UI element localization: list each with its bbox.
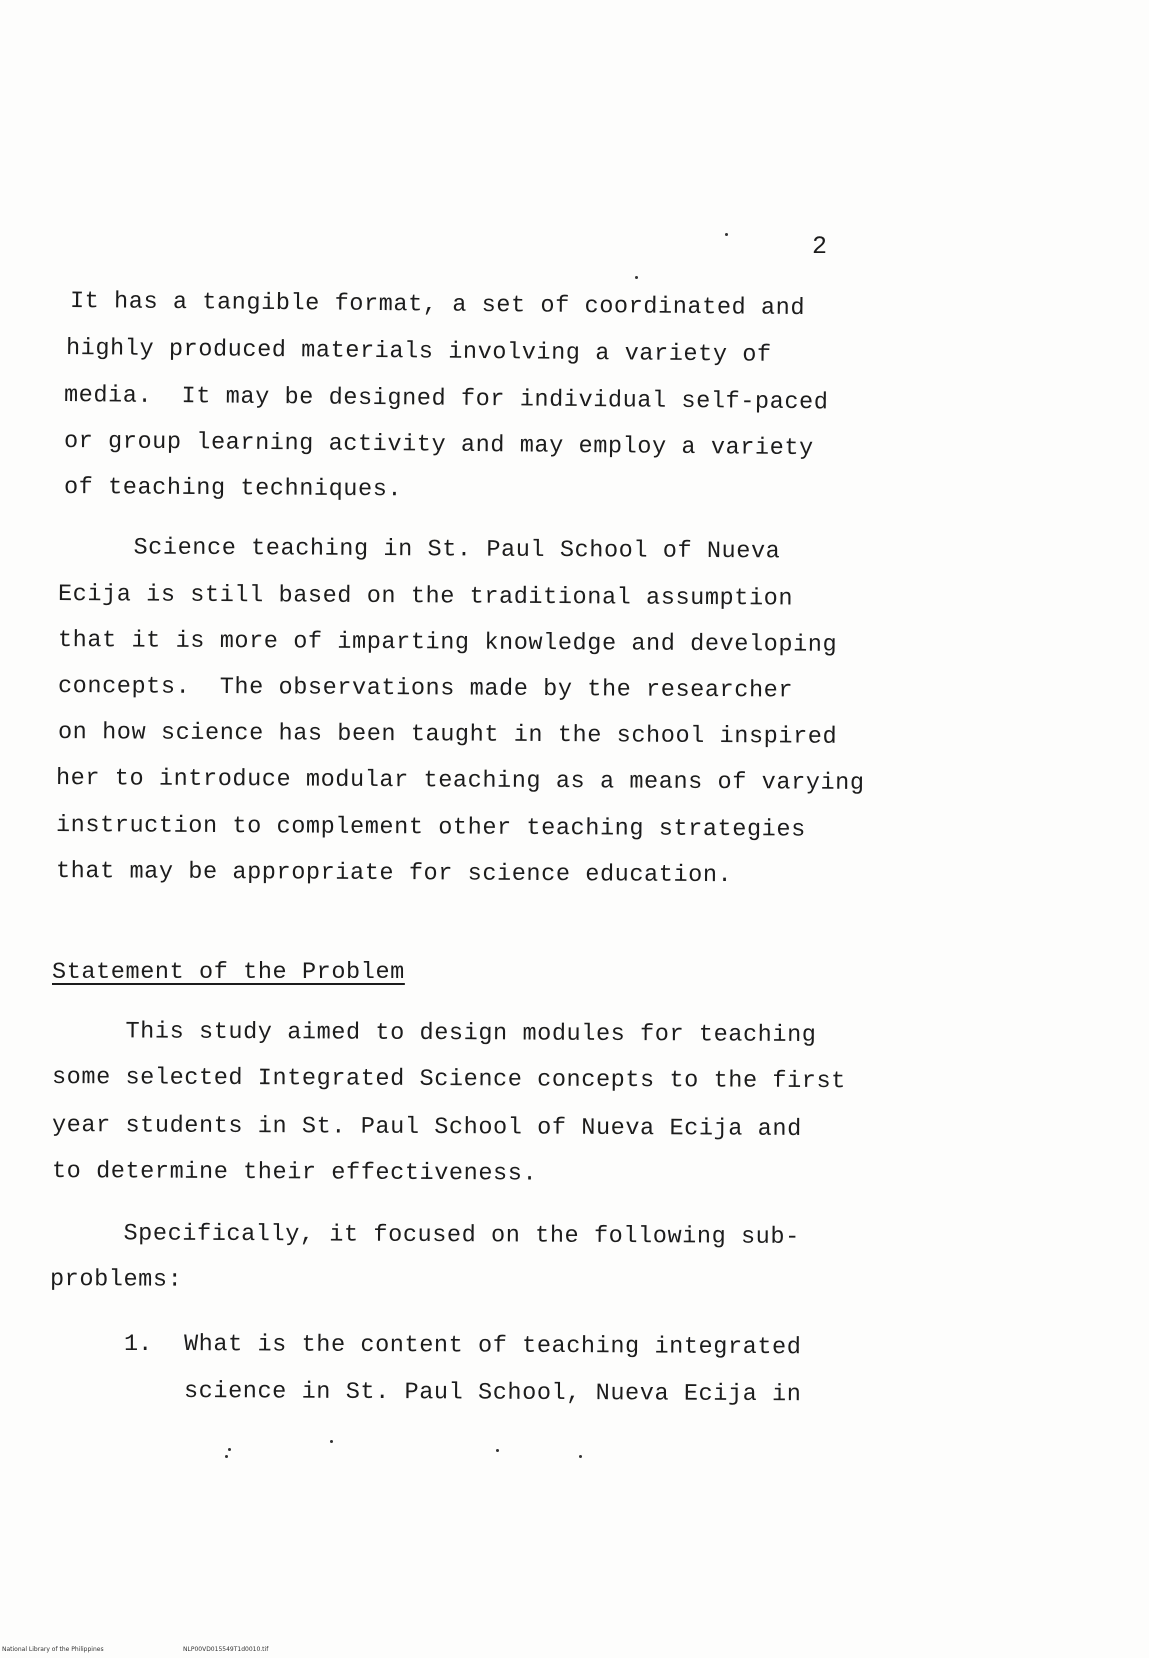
paragraph-3-line: year students in St. Paul School of Nueva Ecija and	[51, 1112, 802, 1143]
scan-speck	[330, 1440, 333, 1443]
paragraph-2-line: that it is more of imparting knowledge and developing	[57, 627, 838, 659]
scan-speck	[225, 1455, 228, 1458]
list-item-line: science in St. Paul School, Nueva Ecija in	[183, 1378, 802, 1409]
footer-filename: NLP00VD015549T1d0010.tif	[183, 1646, 269, 1653]
paragraph-2-line: on how science has been taught in the school inspired	[57, 719, 838, 751]
footer-source: National Library of the Philippines	[2, 1646, 104, 1653]
paragraph-1-line: of teaching techniques.	[63, 474, 403, 504]
paragraph-1-line: or group learning activity and may employ a variety	[63, 428, 814, 463]
paragraph-2-line: instruction to complement other teaching strategies	[55, 812, 806, 844]
paragraph-1-line: media. It may be designed for individual self-paced	[63, 382, 829, 417]
page-number: 2	[812, 232, 828, 261]
paragraph-3-line: to determine their effectiveness.	[51, 1158, 538, 1188]
list-item-line: What is the content of teaching integrated	[183, 1331, 802, 1362]
paragraph-2-line: her to introduce modular teaching as a means of varying	[55, 765, 865, 797]
paragraph-2-line: Science teaching in St. Paul School of Nueva	[59, 534, 781, 566]
paragraph-4-line: Specifically, it focused on the following sub-	[49, 1220, 800, 1251]
scan-speck	[635, 276, 638, 279]
paragraph-2-line: Ecija is still based on the traditional assumption	[57, 581, 794, 613]
paragraph-2-line: concepts. The observations made by the researcher	[57, 673, 794, 705]
scan-speck	[725, 233, 728, 236]
paragraph-1-line: highly produced materials involving a variety of	[65, 335, 772, 369]
scan-speck	[579, 1455, 582, 1458]
paragraph-3-line: This study aimed to design modules for teaching	[51, 1018, 817, 1050]
section-heading: Statement of the Problem	[52, 959, 405, 986]
list-item-number: 1.	[124, 1331, 153, 1358]
paragraph-1-line: It has a tangible format, a set of coordinated and	[69, 288, 806, 323]
paragraph-3-line: some selected Integrated Science concepts to the first	[51, 1064, 846, 1096]
paragraph-2-line: that may be appropriate for science education.	[55, 858, 733, 890]
paragraph-4-line: problems:	[49, 1266, 183, 1294]
scan-speck	[496, 1449, 499, 1452]
scan-speck	[228, 1448, 231, 1451]
